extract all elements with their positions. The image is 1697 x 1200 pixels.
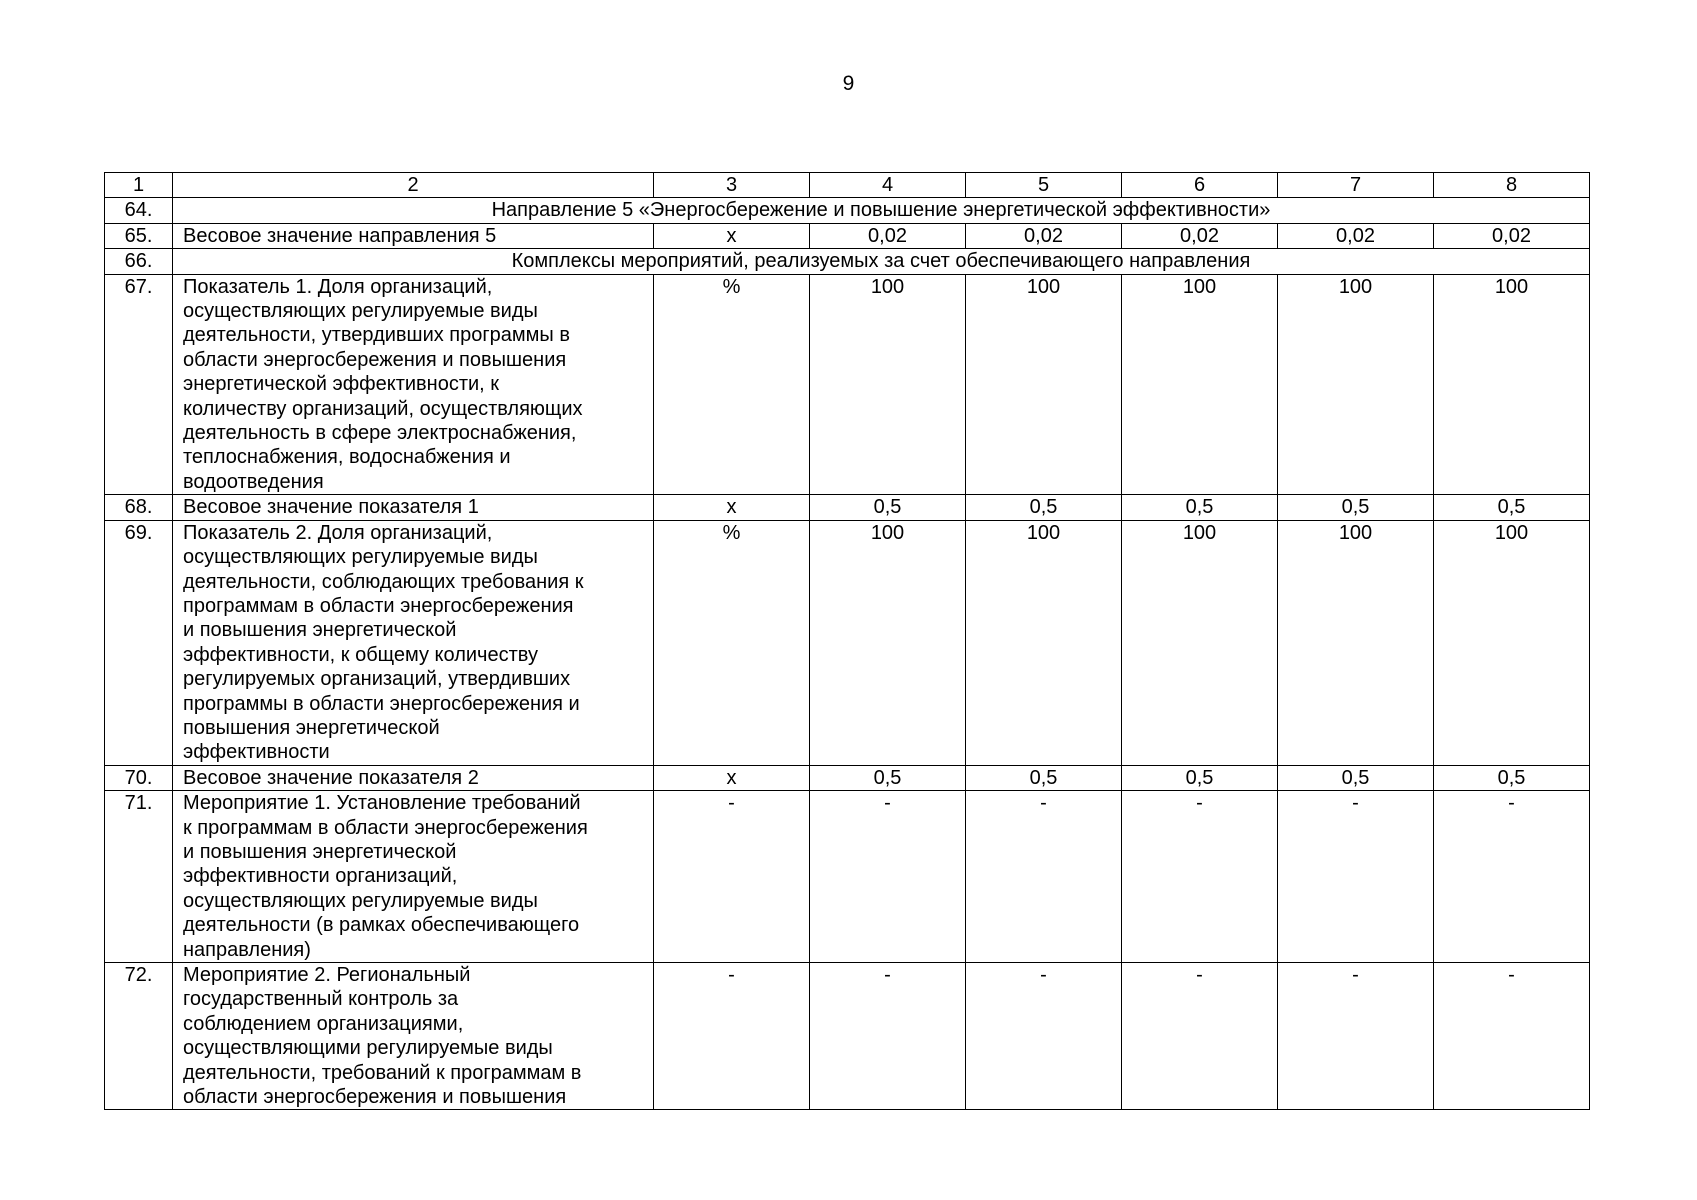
row-number: 71.	[105, 791, 173, 963]
table-row	[105, 198, 1590, 223]
row-unit: -	[654, 791, 810, 963]
row-value: 0,5	[1278, 765, 1434, 790]
row-value: -	[810, 963, 966, 1110]
row-value: 0,02	[966, 223, 1122, 248]
table-row	[105, 249, 1590, 274]
header-cell: 5	[966, 173, 1122, 198]
row-value: 100	[810, 520, 966, 765]
row-number: 72.	[105, 963, 173, 1110]
row-value: 0,02	[1434, 223, 1590, 248]
table-row	[105, 791, 1590, 963]
row-value: 100	[1278, 520, 1434, 765]
row-value: 0,5	[966, 765, 1122, 790]
table-row	[105, 963, 1590, 1110]
row-name: Весовое значение показателя 2	[173, 765, 654, 790]
row-unit: %	[654, 520, 810, 765]
row-value: -	[1122, 791, 1278, 963]
row-value: 100	[966, 520, 1122, 765]
table-row	[105, 495, 1590, 520]
row-value: -	[1434, 963, 1590, 1110]
row-number: 66.	[105, 249, 173, 274]
row-number: 64.	[105, 198, 173, 223]
row-value: 0,5	[810, 765, 966, 790]
page-number: 9	[842, 72, 855, 95]
row-value: 0,5	[966, 495, 1122, 520]
row-value: 100	[1278, 274, 1434, 495]
indicators-table	[104, 172, 1590, 1110]
row-value: 100	[1122, 274, 1278, 495]
row-name: Весовое значение направления 5	[173, 223, 654, 248]
row-value: 0,02	[1122, 223, 1278, 248]
table-row	[105, 520, 1590, 765]
row-value: 0,02	[810, 223, 966, 248]
row-value: 100	[1434, 274, 1590, 495]
table-row	[105, 765, 1590, 790]
row-number: 65.	[105, 223, 173, 248]
row-number: 70.	[105, 765, 173, 790]
header-cell: 8	[1434, 173, 1590, 198]
row-unit: x	[654, 495, 810, 520]
table-row	[105, 274, 1590, 495]
row-value: 100	[966, 274, 1122, 495]
row-number: 68.	[105, 495, 173, 520]
row-value: 100	[1434, 520, 1590, 765]
row-value: -	[810, 791, 966, 963]
header-cell: 7	[1278, 173, 1434, 198]
row-value: 100	[1122, 520, 1278, 765]
section-heading: Комплексы мероприятий, реализуемых за счет обеспечивающего направления	[173, 249, 1590, 274]
row-value: 100	[810, 274, 966, 495]
row-name: Показатель 2. Доля организаций, осуществляющих регулируемые виды деятельности, соблюдающих требования к программам в области энергосбережения и повышения энергетической эффективности, к общему количеству регулируемых организаций, утвердивших программы в области энергосбережения и повышения энергетической эффективности	[173, 520, 654, 765]
row-name: Показатель 1. Доля организаций, осуществляющих регулируемые виды деятельности, утвердивших программы в области энергосбережения и повышения энергетической эффективности, к количеству организаций, осуществляющих деятельность в сфере электроснабжения, теплоснабжения, водоснабжения и водоотведения	[173, 274, 654, 495]
table-header-row	[105, 173, 1590, 198]
header-cell: 2	[173, 173, 654, 198]
row-name: Мероприятие 2. Региональный государственный контроль за соблюдением организациями, осуществляющими регулируемые виды деятельности, требований к программам в области энергосбережения и повышения	[173, 963, 654, 1110]
row-value: -	[1434, 791, 1590, 963]
header-cell: 6	[1122, 173, 1278, 198]
row-value: -	[966, 963, 1122, 1110]
row-name: Мероприятие 1. Установление требований к программам в области энергосбережения и повышения энергетической эффективности организаций, осуществляющих регулируемые виды деятельности (в рамках обеспечивающего направления)	[173, 791, 654, 963]
row-unit: -	[654, 963, 810, 1110]
row-value: 0,5	[1434, 765, 1590, 790]
table-row	[105, 223, 1590, 248]
header-cell: 3	[654, 173, 810, 198]
section-heading: Направление 5 «Энергосбережение и повышение энергетической эффективности»	[173, 198, 1590, 223]
row-unit: x	[654, 765, 810, 790]
row-value: 0,5	[1278, 495, 1434, 520]
row-unit: %	[654, 274, 810, 495]
header-cell: 1	[105, 173, 173, 198]
row-value: -	[1278, 963, 1434, 1110]
row-name: Весовое значение показателя 1	[173, 495, 654, 520]
row-value: -	[1122, 963, 1278, 1110]
row-value: 0,5	[1434, 495, 1590, 520]
row-number: 69.	[105, 520, 173, 765]
row-value: -	[966, 791, 1122, 963]
row-value: -	[1278, 791, 1434, 963]
row-value: 0,5	[1122, 765, 1278, 790]
row-value: 0,5	[810, 495, 966, 520]
row-value: 0,5	[1122, 495, 1278, 520]
row-number: 67.	[105, 274, 173, 495]
row-value: 0,02	[1278, 223, 1434, 248]
row-unit: x	[654, 223, 810, 248]
header-cell: 4	[810, 173, 966, 198]
